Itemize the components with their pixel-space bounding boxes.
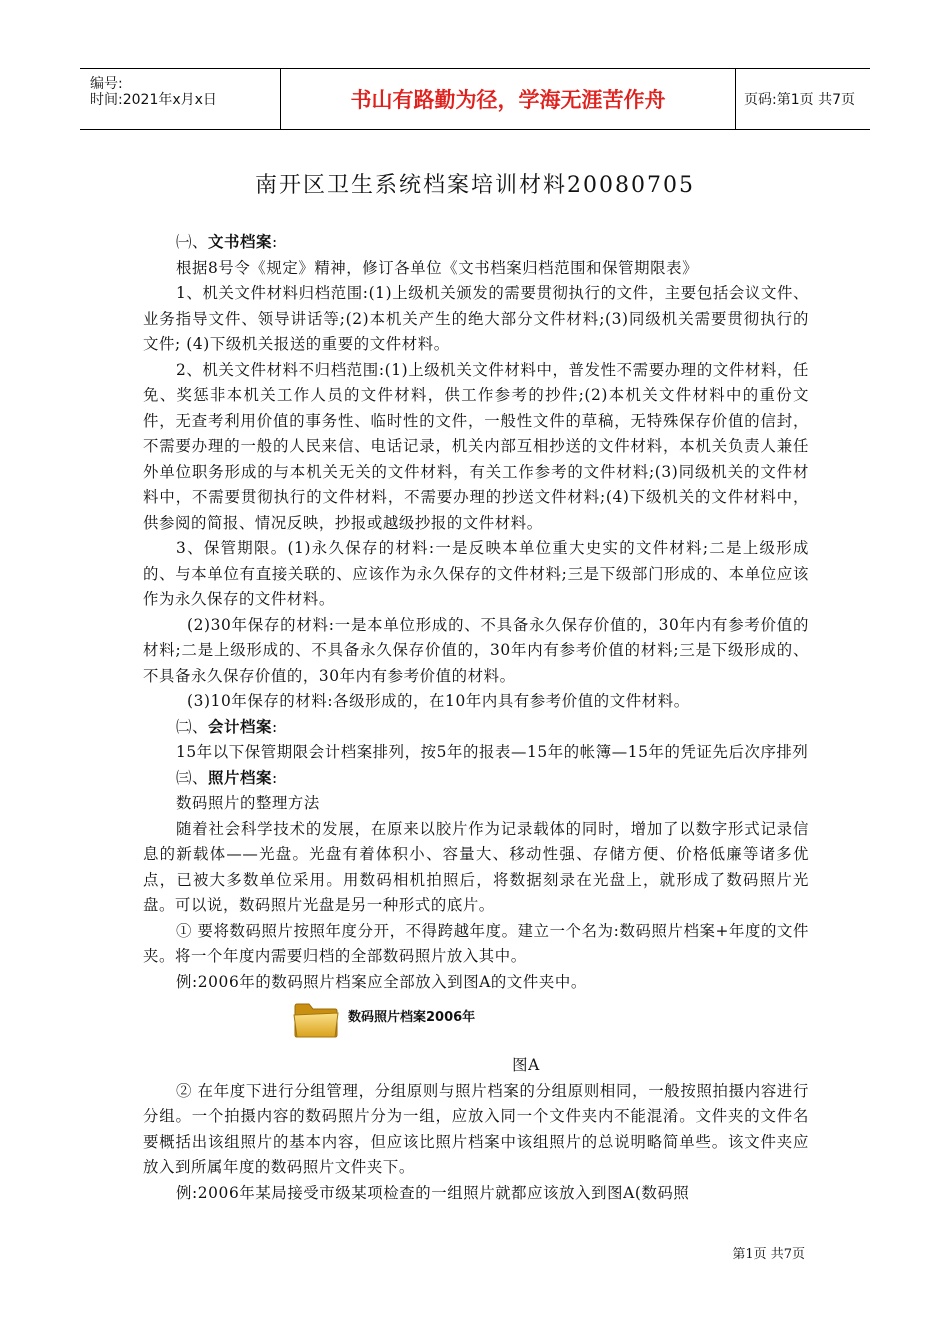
page-footer: 第1页 共7页 <box>732 1247 805 1262</box>
page-header <box>80 68 870 130</box>
figure-caption: 图A <box>512 1056 540 1074</box>
paragraph: 15年以下保管期限会计档案排列，按5年的报表—15年的帐簿—15年的凭证先后次序排列 <box>176 743 809 761</box>
paragraph: 例:2006年某局接受市级某项检查的一组照片就都应该放入到图A(数码照 <box>176 1183 690 1202</box>
paragraph: 3、保管期限。(1)永久保存的材料:一是反映本单位重大史实的文件材料;二是上级形成的、与本单位有直接关联的、应该作为永久保存的文件材料;三是下级部门形成的、本单位应该作为永久保存的文件材料。 <box>143 539 809 608</box>
time-label: 时间:2021年x月x日 <box>90 92 217 108</box>
section-heading-accounting-archives: ㈡、会计档案: <box>176 717 278 736</box>
number-label: 编号: <box>90 76 123 92</box>
folder-label: 数码照片档案2006年 <box>348 1010 476 1025</box>
figure-a <box>143 995 809 1053</box>
paragraph: ① 要将数码照片按照年度分开，不得跨越年度。建立一个名为:数码照片档案+年度的文件夹。将一个年度内需要归档的全部数码照片放入其中。 <box>143 921 809 965</box>
paragraph: 根据8号令《规定》精神，修订各单位《文书档案归档范围和保管期限表》 <box>176 258 699 277</box>
paragraph: (3)10年保存的材料:各级形成的，在10年内具有参考价值的文件材料。 <box>187 692 690 710</box>
paragraph: 例:2006年的数码照片档案应全部放入到图A的文件夹中。 <box>176 972 587 991</box>
document-body <box>143 230 809 1206</box>
section-heading-photo-archives: ㈢、照片档案: <box>176 768 278 787</box>
section-heading-document-archives: ㈠、文书档案: <box>176 233 278 251</box>
paragraph: 数码照片的整理方法 <box>176 794 320 812</box>
paragraph: 2、机关文件材料不归档范围:(1)上级机关文件材料中，普发性不需要办理的文件材料，任免、奖惩非本机关工作人员的文件材料，供工作参考的抄件;(2)本机关文件材料中的重份文件，无查考利用价值的事务性、临时性的文件，一般性文件的草稿，无特殊保存价值的信封，不需要办理的一般的人民来信、电话记录，机关内部互相抄送的文件材料，本机关负责人兼任外单位职务形成的与本机关无关的文件材料，有关工作参考的文件材料;(3)同级机关的文件材料中，不需要贯彻执行的文件材料，不需要办理的抄送文件材料;(4)下级机关的文件材料中，供参阅的简报、情况反映，抄报或越级抄报的文件材料。 <box>143 360 809 532</box>
folder-icon <box>293 999 339 1039</box>
paragraph: (2)30年保存的材料:一是本单位形成的、不具备永久保存价值的，30年内有参考价值的材料;二是上级形成的、不具备永久保存价值的，30年内有参考价值的材料;三是下级形成的、不具备永久保存价值的，30年内有参考价值的材料。 <box>143 615 809 685</box>
header-motto: 书山有路勤为径，学海无涯苦作舟 <box>280 69 736 129</box>
header-page-info: 页码:第1页 共7页 <box>744 92 855 108</box>
paragraph: 1、机关文件材料归档范围:(1)上级机关颁发的需要贯彻执行的文件，主要包括会议文件、业务指导文件、领导讲话等;(2)本机关产生的绝大部分文件材料;(3)同级机关需要贯彻执行的文件; (4)下级机关报送的重要的文件材料。 <box>143 284 809 353</box>
paragraph: 随着社会科学技术的发展，在原来以胶片作为记录载体的同时，增加了以数字形式记录信息的新载体——光盘。光盘有着体积小、容量大、移动性强、存储方便、价格低廉等诸多优点，已被大多数单位采用。用数码相机拍照后，将数据刻录在光盘上，就形成了数码照片光盘。可以说，数码照片光盘是另一种形式的底片。 <box>143 819 809 914</box>
paragraph: ② 在年度下进行分组管理，分组原则与照片档案的分组原则相同，一般按照拍摄内容进行分组。一个拍摄内容的数码照片分为一组，应放入同一个文件夹内不能混淆。文件夹的文件名要概括出该组照片的基本内容，但应该比照片档案中该组照片的总说明略简单些。该文件夹应放入到所属年度的数码照片文件夹下。 <box>143 1081 809 1176</box>
header-meta <box>80 69 278 129</box>
document-title: 南开区卫生系统档案培训材料20080705 <box>255 173 695 198</box>
